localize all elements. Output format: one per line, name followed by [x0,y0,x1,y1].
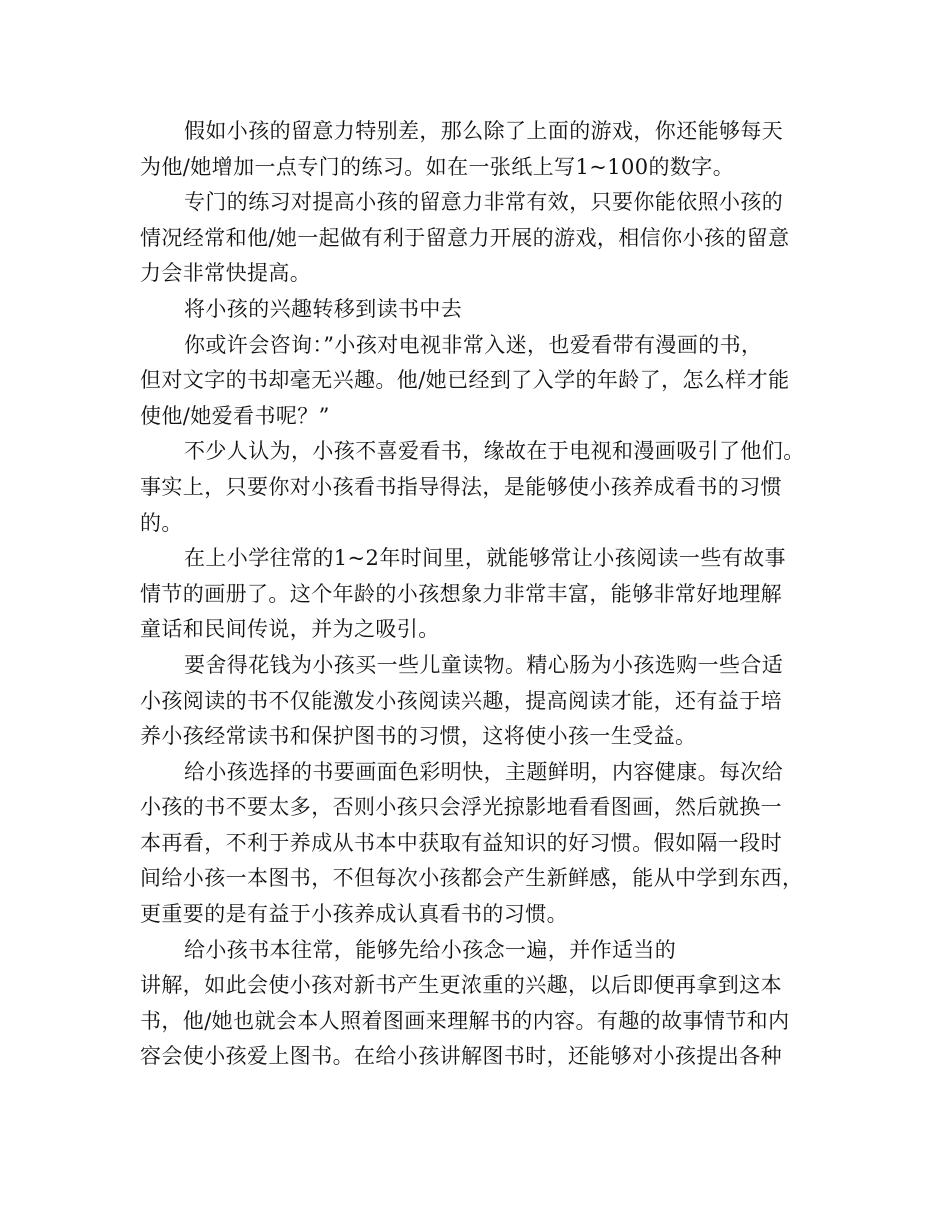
text-line: 事实上，只要你对小孩看书指导得法，是能够使小孩养成看书的习惯 [140,474,782,499]
text-line: 情况经常和他/她一起做有利于留意力开展的游戏，相信你小孩的留意 [140,225,790,250]
text-line: 本再看，不利于养成从书本中获取有益知识的好习惯。假如隔一段时 [140,830,782,855]
text-line: 使他/她爱看书呢？” [140,403,330,428]
text-line: 书，他/她也就会本人照着图画来理解书的内容。有趣的故事情节和内 [140,1008,790,1033]
text-line: 给小孩选择的书要画面色彩明快，主题鲜明，内容健康。每次给 [184,759,784,784]
text-line: 情节的画册了。这个年龄的小孩想象力非常丰富，能够非常好地理解 [140,581,782,606]
text-line: 小孩阅读的书不仅能激发小孩阅读兴趣，提高阅读才能，还有益于培 [140,688,782,713]
text-line: 但对文字的书却毫无兴趣。他/她已经到了入学的年龄了，怎么样才能 [140,368,790,393]
text-line: 假如小孩的留意力特别差，那么除了上面的游戏，你还能够每天 [184,119,784,143]
text-line: 在上小学往常的1~2年时间里，就能够常让小孩阅读一些有故事 [184,546,786,571]
text-line: 养小孩经常读书和保护图书的习惯，这将使小孩一生受益。 [140,724,697,749]
text-line: 更重要的是有益于小孩养成认真看书的习惯。 [140,902,568,927]
text-line: 讲解，如此会使小孩对新书产生更浓重的兴趣，以后即便再拿到这本 [140,973,782,998]
text-line: 小孩的书不要太多，否则小孩只会浮光掠影地看看图画，然后就换一 [140,795,782,820]
text-line: 童话和民间传说，并为之吸引。 [140,617,440,642]
document-body [140,114,812,1075]
text-line: 要舍得花钱为小孩买一些儿童读物。精心肠为小孩选购一些合适 [184,652,784,677]
text-line: 不少人认为，小孩不喜爱看书，缘故在于电视和漫画吸引了他们。 [184,439,805,464]
text-line: 间给小孩一本图书，不但每次小孩都会产生新鲜感，能从中学到东西， [140,866,804,891]
text-line: 容会使小孩爱上图书。在给小孩讲解图书时，还能够对小孩提出各种 [140,1044,782,1069]
text-line: 将小孩的兴趣转移到读书中去 [184,296,463,321]
text-line: 力会非常快提高。 [140,261,312,286]
text-line: 为他/她增加一点专门的练习。如在一张纸上写1~100的数字。 [140,154,735,179]
text-line: 给小孩书本往常，能够先给小孩念一遍，并作适当的 [184,937,677,962]
text-line: 专门的练习对提高小孩的留意力非常有效，只要你能依照小孩的 [184,190,784,215]
text-line: 的。 [140,510,183,535]
text-line: 你或许会咨询：”小孩对电视非常入迷，也爱看带有漫画的书， [184,332,763,357]
